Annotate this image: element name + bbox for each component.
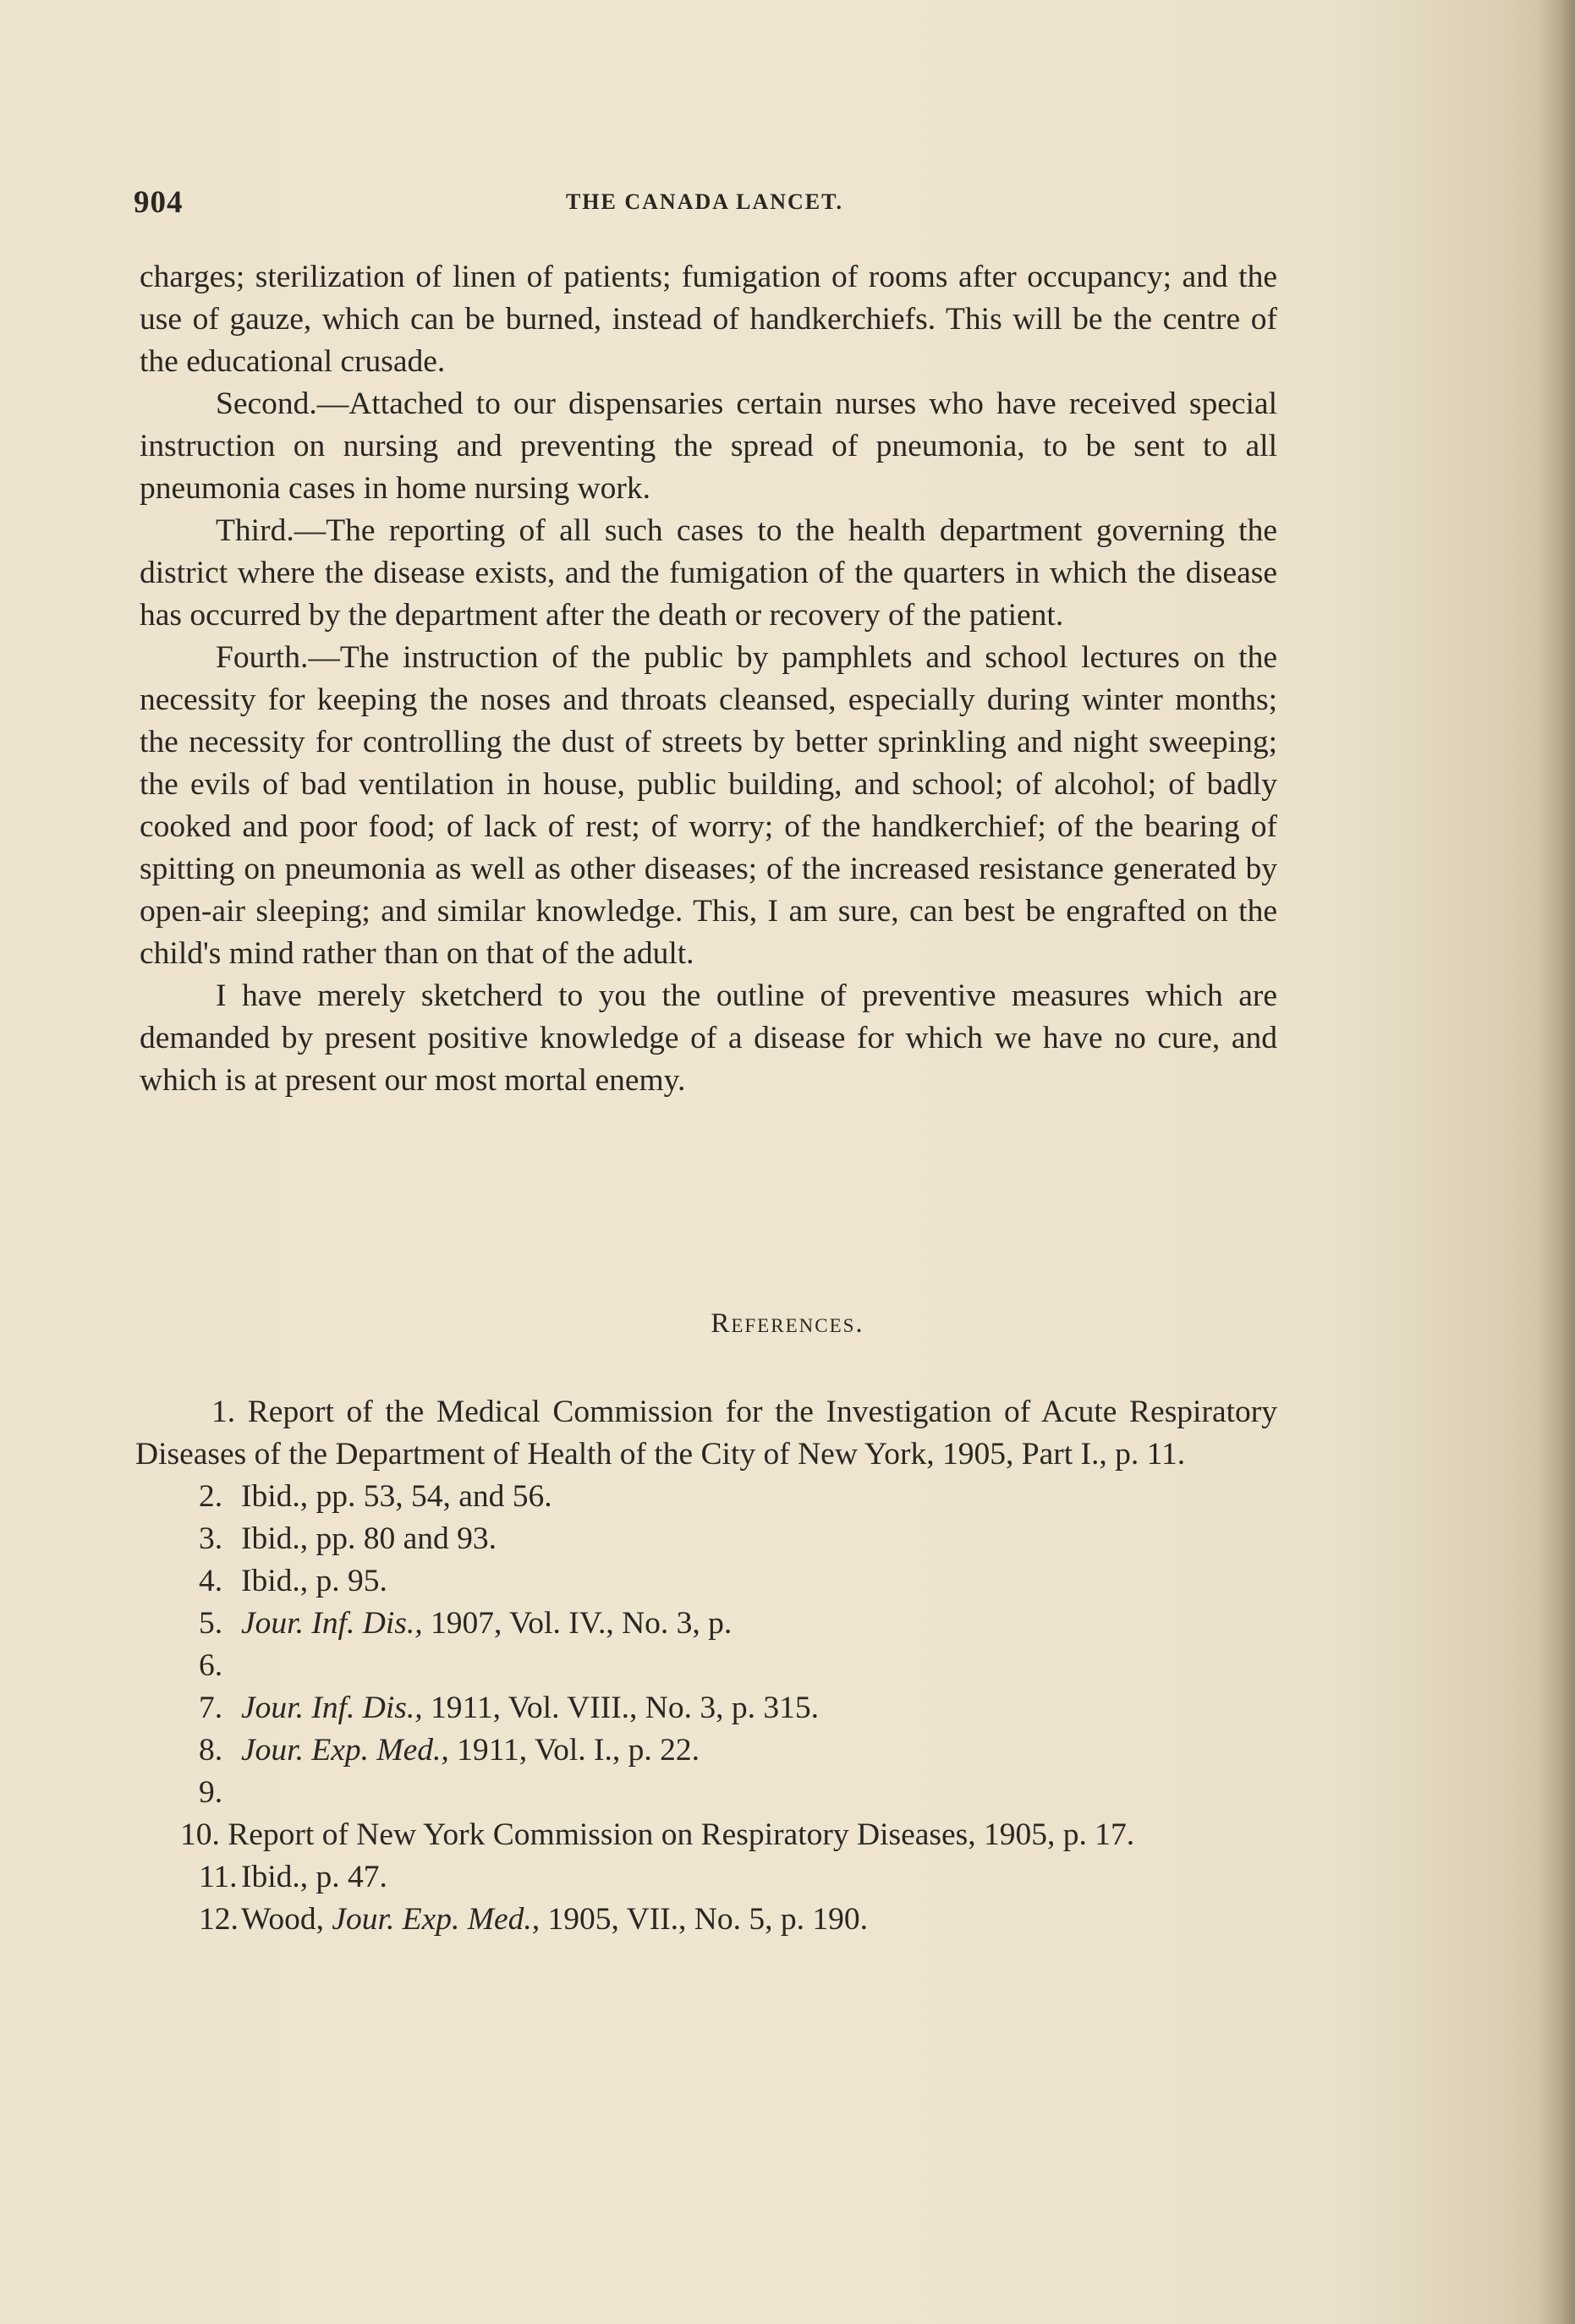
reference-item xyxy=(135,1391,1277,1476)
reference-item xyxy=(135,1772,1277,1814)
reference-text: Ibid., p. 95. xyxy=(241,1564,387,1598)
reference-item xyxy=(135,1603,1277,1645)
page-number: 904 xyxy=(134,185,184,220)
paragraph: charges; sterilization of linen of patients; fumigation of rooms after occupancy; and the use of gauze, which can be burned, instead of handkerchiefs. This will be the centre of the educational crusade. xyxy=(140,260,1277,379)
reference-number: 3. xyxy=(199,1521,223,1556)
reference-item xyxy=(135,1518,1277,1560)
reference-number: 10. xyxy=(180,1817,220,1852)
reference-item xyxy=(135,1687,1277,1729)
reference-item xyxy=(135,1560,1277,1603)
references-list xyxy=(135,1391,1277,1941)
reference-item xyxy=(135,1645,1277,1687)
reference-text: 1907, Vol. IV., No. 3, p. xyxy=(422,1606,733,1641)
journal-title: Jour. Inf. Dis., xyxy=(241,1691,423,1725)
paragraph: Second.—Attached to our dispensaries certain nurses who have received special instruction on nursing and preventing the spread of pneumonia, to be sent to all pneumonia cases in home nursing work. xyxy=(140,386,1277,506)
reference-text: 1911, Vol. I., p. 22. xyxy=(448,1733,700,1768)
reference-number: 7. xyxy=(199,1691,223,1725)
reference-number: 4. xyxy=(199,1564,223,1598)
reference-text: Ibid., pp. 53, 54, and 56. xyxy=(241,1479,552,1514)
journal-title: Jour. Exp. Med., xyxy=(241,1733,449,1768)
body-text xyxy=(140,256,1277,1102)
reference-number: 11. xyxy=(199,1860,238,1894)
paragraph: Third.—The reporting of all such cases to the health department governing the district where the disease exists, and the fumigation of the quarters in which the disease has occurred by the department after the death or recovery of the patient. xyxy=(140,513,1277,633)
journal-title: Jour. Exp. Med., xyxy=(332,1902,541,1937)
reference-number: 1. xyxy=(211,1395,236,1429)
paragraph: Fourth.—The instruction of the public by pamphlets and school lectures on the necessity for keeping the noses and throats cleansed, especially during winter months; the necessity for controlling the dust of streets by better sprinkling and night sweeping; the evils of bad ventilation in house, public building, and school; of alcohol; of badly cooked and poor food; of lack of rest; of worry; of the handkerchief; of the bearing of spitting on pneumonia as well as other diseases; of the increased resistance generated by open-air sleeping; and similar knowledge. This, I am sure, can best be engrafted on the child's mind rather than on that of the adult. xyxy=(140,640,1277,971)
page-header xyxy=(134,184,1276,227)
journal-title: Jour. Inf. Dis., xyxy=(241,1606,423,1641)
reference-item xyxy=(135,1856,1277,1899)
reference-item xyxy=(135,1899,1277,1941)
reference-number: 6. xyxy=(199,1648,223,1683)
reference-number: 8. xyxy=(199,1733,223,1768)
reference-number: 9. xyxy=(199,1775,223,1810)
page-edge-shadow xyxy=(1538,0,1575,2324)
reference-text: Report of New York Commission on Respiratory Diseases, 1905, p. 17. xyxy=(228,1817,1135,1852)
reference-text: Report of the Medical Commission for the Investigation of Acute Respiratory Diseases of the Department of Health of the City of New York, 1905, Part I., p. 11. xyxy=(135,1395,1278,1472)
running-title: THE CANADA LANCET. xyxy=(565,189,844,214)
paragraph: I have merely sketcherd to you the outline of preventive measures which are demanded by present positive knowledge of a disease for which we have no cure, and which is at present our most mortal enemy. xyxy=(140,978,1277,1098)
reference-item xyxy=(135,1729,1277,1772)
reference-number: 12. xyxy=(199,1902,239,1937)
references-heading: References. xyxy=(711,1308,864,1339)
reference-text: Ibid., pp. 80 and 93. xyxy=(241,1521,497,1556)
reference-text: 1905, VII., No. 5, p. 190. xyxy=(540,1902,869,1937)
reference-text: 1911, Vol. VIII., No. 3, p. 315. xyxy=(422,1691,820,1725)
reference-number: 5. xyxy=(199,1606,223,1641)
reference-text: Wood, xyxy=(241,1902,332,1937)
reference-number: 2. xyxy=(199,1479,223,1514)
reference-item xyxy=(135,1476,1277,1518)
reference-item xyxy=(135,1814,1277,1856)
reference-text: Ibid., p. 47. xyxy=(241,1860,387,1894)
